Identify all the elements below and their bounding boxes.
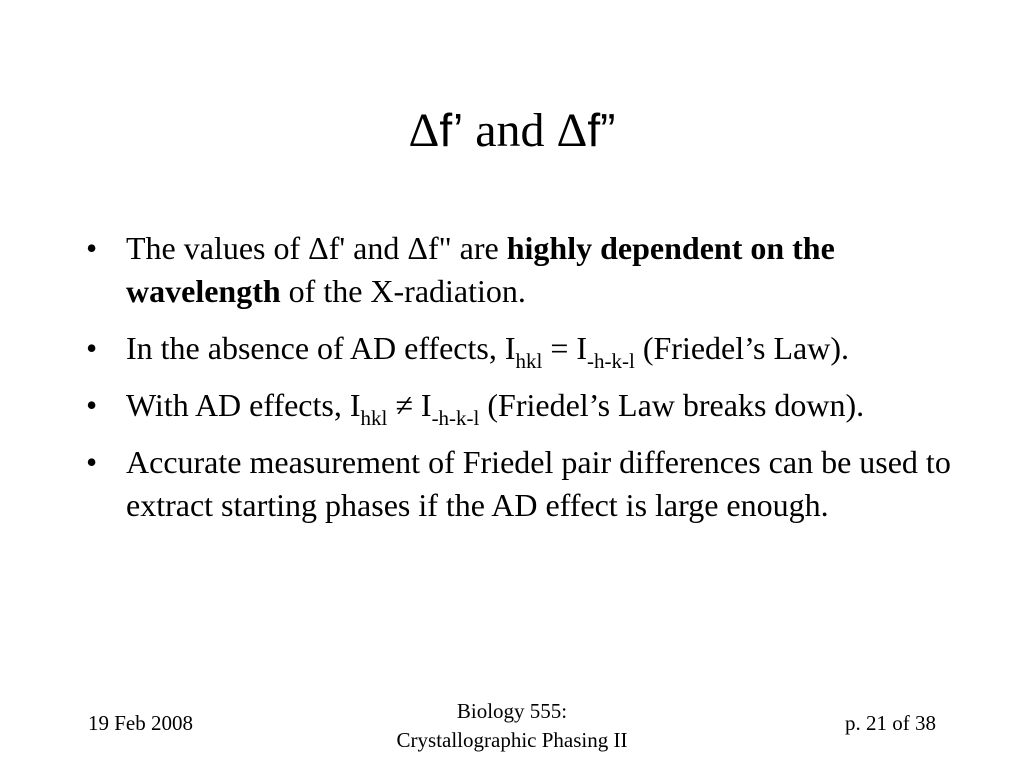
bullet-text: (Friedel’s Law breaks down).: [479, 387, 865, 423]
title-delta-symbol: Δ: [408, 104, 440, 157]
bullet-item-friedel-pairs: [86, 441, 956, 527]
bullet-dot: •: [86, 330, 98, 366]
bullet-text: With AD effects, I: [126, 387, 361, 423]
bullet-list: [86, 227, 956, 541]
footer-course-line1: Biology 555:: [456, 699, 568, 723]
slide-title: [0, 102, 1024, 159]
bullet-item-ad-effects: [86, 384, 956, 430]
title-f-double-prime: f”: [587, 104, 616, 156]
footer-course-line2: Crystallographic Phasing II: [396, 728, 628, 752]
bullet-text: The values of Δf' and Δf" are: [126, 230, 507, 266]
bullet-text: of the X-radiation.: [280, 273, 526, 309]
title-and: and: [463, 104, 557, 157]
bullet-subscript: -h-k-l: [587, 349, 635, 373]
bullet-text: = I: [542, 330, 588, 366]
bullet-text: Accurate measurement of Friedel pair differences can be used to extract starting phases if the AD effect is large enough.: [126, 444, 951, 523]
footer-course: [312, 697, 712, 755]
footer-date: 19 Feb 2008: [88, 711, 193, 735]
bullet-item-absence: [86, 327, 956, 373]
footer-page-number: p. 21 of 38: [845, 711, 936, 735]
bullet-subscript: hkl: [360, 406, 388, 430]
bullet-bold-text: highly dependent on the wavelength: [126, 230, 835, 309]
title-f-prime: f’: [439, 104, 464, 156]
bullet-text: In the absence of AD effects, I: [126, 330, 516, 366]
bullet-text: (Friedel’s Law).: [634, 330, 849, 366]
bullet-dot: •: [86, 387, 98, 423]
bullet-subscript: -h-k-l: [431, 406, 480, 430]
bullet-dot: •: [86, 230, 98, 266]
bullet-subscript: hkl: [515, 349, 543, 373]
bullet-dot: •: [86, 444, 98, 480]
bullet-text: ≠ I: [387, 387, 432, 423]
title-delta-symbol-2: Δ: [556, 104, 588, 157]
bullet-item-wavelength: [86, 227, 956, 313]
